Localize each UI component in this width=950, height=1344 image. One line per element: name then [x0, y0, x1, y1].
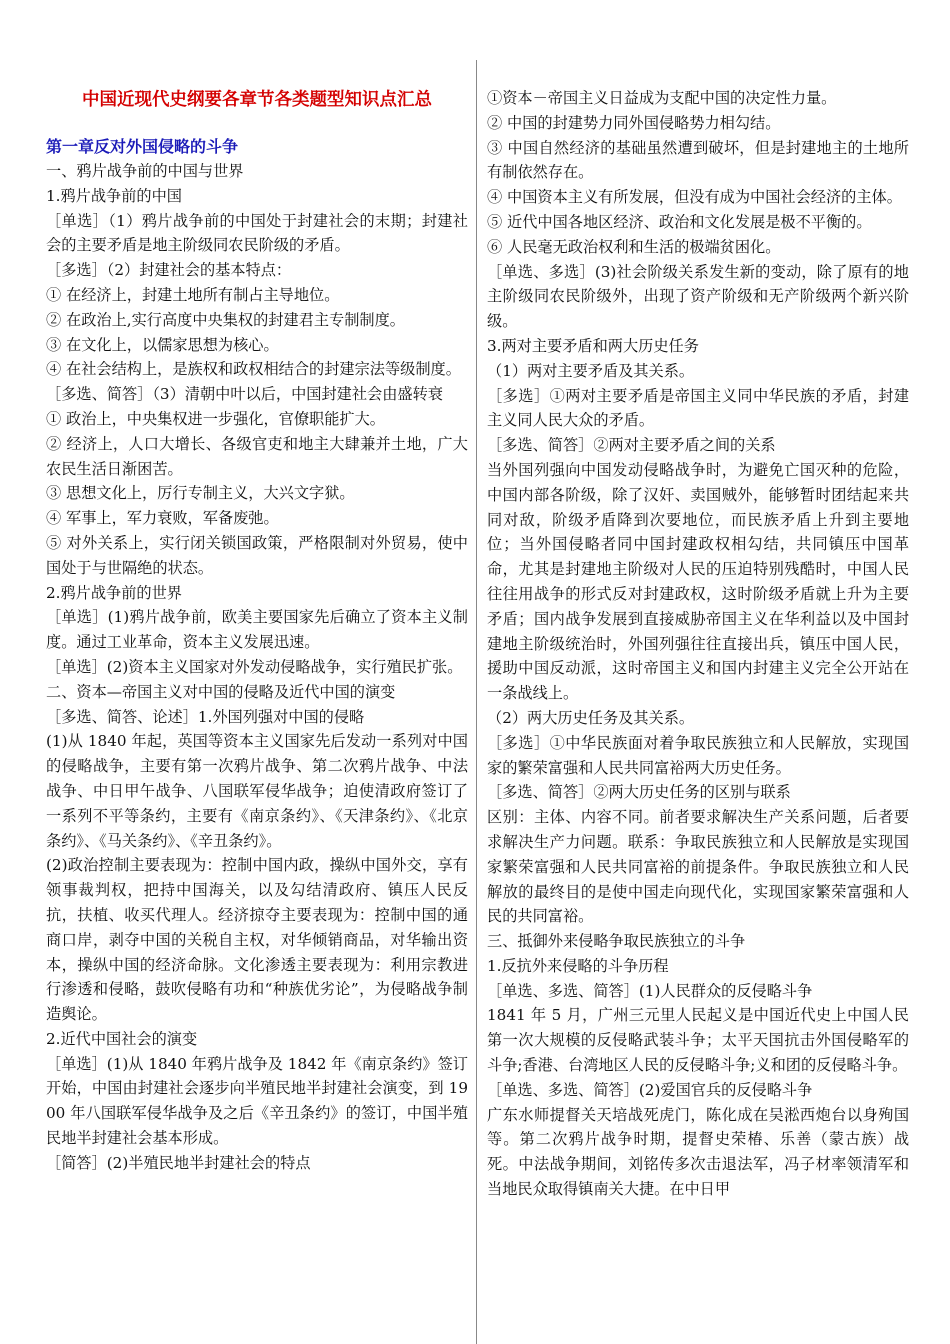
right-column-body: [487, 86, 909, 1202]
text-paragraph: ［多选、简答］②两大历史任务的区别与联系: [487, 783, 791, 802]
text-paragraph: ［多选］①中华民族面对着争取民族独立和人民解放，实现国家的繁荣富强和人民共同富裕两大历史任务。: [487, 733, 909, 777]
text-paragraph: ① 在经济上，封建土地所有制占主导地位。: [46, 285, 340, 304]
right-column: [487, 86, 909, 1202]
text-paragraph: (2)政治控制主要表现为：控制中国内政，操纵中国外交，享有领事裁判权，把持中国海关，以及勾结清政府、镇压人民反抗，扶植、收买代理人。经济掠夺主要表现为：控制中国的通商口岸，剥夺中国的关税自主权，对华倾销商品，对华输出资本，操纵中国的经济命脉。文化渗透主要表现为：利用宗教进行渗透和侵略，鼓吹侵略有功和“种族优劣论”，为侵略战争制造舆论。: [46, 856, 468, 1024]
text-paragraph: ［简答］(2)半殖民地半封建社会的特点: [46, 1153, 311, 1172]
left-column: [46, 134, 468, 1176]
text-paragraph: ④ 中国资本主义有所发展，但没有成为中国社会经济的主体。: [487, 188, 902, 207]
text-paragraph: ⑤ 对外关系上，实行闭关锁国政策，严格限制对外贸易，使中国处于与世隔绝的状态。: [46, 533, 468, 577]
text-paragraph: ［单选、多选］(3)社会阶级关系发生新的变动，除了原有的地主阶级同农民阶级外，出现了资产阶级和无产阶级两个新兴阶级。: [487, 262, 909, 331]
text-paragraph: 1841 年 5 月，广州三元里人民起义是中国近代史上中国人民第一次大规模的反侵略武装斗争；太平天国抗击外国侵略军的斗争;香港、台湾地区人民的反侵略斗争;义和团的反侵略斗争。: [487, 1006, 909, 1075]
column-divider: [476, 60, 477, 1344]
text-paragraph: 1.反抗外来侵略的斗争历程: [487, 956, 669, 975]
text-paragraph: 一、鸦片战争前的中国与世界: [46, 162, 244, 180]
text-paragraph: ① 政治上，中央集权进一步强化，官僚职能扩大。: [46, 409, 385, 428]
text-paragraph: 3.两对主要矛盾和两大历史任务: [487, 336, 699, 355]
text-paragraph: ③ 中国自然经济的基础虽然遭到破坏，但是封建地主的土地所有制依然存在。: [487, 138, 909, 182]
text-paragraph: ①资本－帝国主义日益成为支配中国的决定性力量。: [487, 89, 837, 107]
text-paragraph: ④ 军事上，军力衰败，军备废弛。: [46, 509, 279, 528]
text-paragraph: 二、资本—帝国主义对中国的侵略及近代中国的演变: [46, 682, 396, 701]
text-paragraph: ［多选］（2）封建社会的基本特点：: [46, 261, 292, 280]
text-paragraph: ③ 在文化上，以儒家思想为核心。: [46, 335, 279, 354]
text-paragraph: （2）两大历史任务及其关系。: [487, 708, 695, 727]
text-paragraph: ［多选、简答］②两对主要矛盾之间的关系: [487, 436, 776, 455]
text-paragraph: ［多选、简答、论述］1.外国列强对中国的侵略: [46, 707, 365, 726]
text-paragraph: ② 经济上，人口大增长、各级官吏和地主大肆兼并土地，广大农民生活日渐困苦。: [46, 434, 468, 478]
text-paragraph: ［单选、多选、简答］(1)人民群众的反侵略斗争: [487, 981, 813, 1000]
text-paragraph: (1)从 1840 年起，英国等资本主义国家先后发动一系列对中国的侵略战争，主要有第一次鸦片战争、第二次鸦片战争、中法战争、中日甲午战争、八国联军侵华战争；迫使清政府签订了一系列不平等条约，主要有《南京条约》、《天津条约》、《北京条约》、《马关条约》、《辛丑条约》。: [46, 732, 468, 850]
text-paragraph: ［单选］（1）鸦片战争前的中国处于封建社会的末期；封建社会的主要矛盾是地主阶级同农民阶级的矛盾。: [46, 211, 468, 255]
text-paragraph: ② 在政治上,实行高度中央集权的封建君主专制制度。: [46, 310, 405, 329]
text-paragraph: 1.鸦片战争前的中国: [46, 186, 182, 205]
text-paragraph: ③ 思想文化上，厉行专制主义，大兴文字狱。: [46, 484, 355, 503]
text-paragraph: 区别：主体、内容不同。前者要求解决生产关系问题，后者要求解决生产力问题。联系：争取民族独立和人民解放是实现国家繁荣富强和人民共同富裕的前提条件。争取民族独立和人民解放的最终目的是使中国走向现代化，实现国家繁荣富强和人民的共同富裕。: [487, 808, 909, 926]
document-title: 中国近现代史纲要各章节各类题型知识点汇总: [82, 90, 432, 110]
text-paragraph: ［单选］(2)资本主义国家对外发动侵略战争，实行殖民扩张。: [46, 657, 463, 676]
text-paragraph: ［单选］(1)从 1840 年鸦片战争及 1842 年《南京条约》签订开始，中国由封建社会逐步向半殖民地半封建社会演变，到 1900 年八国联军侵华战争及之后《辛丑条约》的签订，中国半殖民地半封建社会基本形成。: [46, 1054, 468, 1148]
text-paragraph: ［多选、简答］（3）清朝中叶以后，中国封建社会由盛转衰: [46, 385, 443, 404]
text-paragraph: ② 中国的封建势力同外国侵略势力相勾结。: [487, 113, 781, 132]
text-paragraph: 广东水师提督关天培战死虎门，陈化成在吴淞西炮台以身殉国等。第二次鸦片战争时期，提督史荣椿、乐善（蒙古族）战死。中法战争期间，刘铭传多次击退法军，冯子材率领清军和当地民众取得镇南关大捷。在中日甲: [487, 1105, 909, 1199]
chapter-heading: 第一章反对外国侵略的斗争: [46, 137, 239, 156]
text-paragraph: ⑥ 人民毫无政治权利和生活的极端贫困化。: [487, 237, 781, 256]
left-column-body: [46, 159, 468, 1176]
text-paragraph: ［单选］(1)鸦片战争前，欧美主要国家先后确立了资本主义制度。通过工业革命，资本主义发展迅速。: [46, 608, 468, 652]
text-paragraph: 当外国列强向中国发动侵略战争时，为避免亡国灭种的危险，中国内部各阶级，除了汉奸、卖国贼外，能够暂时团结起来共同对敌，阶级矛盾降到次要地位，而民族矛盾上升到主要地位；当外国侵略者同中国封建政权相勾结，共同镇压中国革命，尤其是封建地主阶级对人民的压迫特别残酷时，中国人民往往用战争的形式反对封建政权，这时阶级矛盾就上升为主要矛盾；国内战争发展到直接威胁帝国主义在华利益以及中国封建地主阶级统治时，外国列强往往直接出兵，镇压中国人民，援助中国反动派，这时帝国主义和国内封建主义完全公开站在一条战线上。: [487, 460, 909, 703]
text-paragraph: 三、抵御外来侵略争取民族独立的斗争: [487, 932, 746, 951]
text-paragraph: ［单选、多选、简答］(2)爱国官兵的反侵略斗争: [487, 1080, 813, 1099]
text-paragraph: 2.鸦片战争前的世界: [46, 583, 182, 602]
text-paragraph: ［多选］①两对主要矛盾是帝国主义同中华民族的矛盾，封建主义同人民大众的矛盾。: [487, 386, 909, 430]
text-paragraph: （1）两对主要矛盾及其关系。: [487, 361, 695, 380]
text-paragraph: ⑤ 近代中国各地区经济、政治和文化发展是极不平衡的。: [487, 212, 872, 231]
text-paragraph: 2.近代中国社会的演变: [46, 1029, 198, 1048]
text-paragraph: ④ 在社会结构上，是族权和政权相结合的封建宗法等级制度。: [46, 360, 461, 379]
